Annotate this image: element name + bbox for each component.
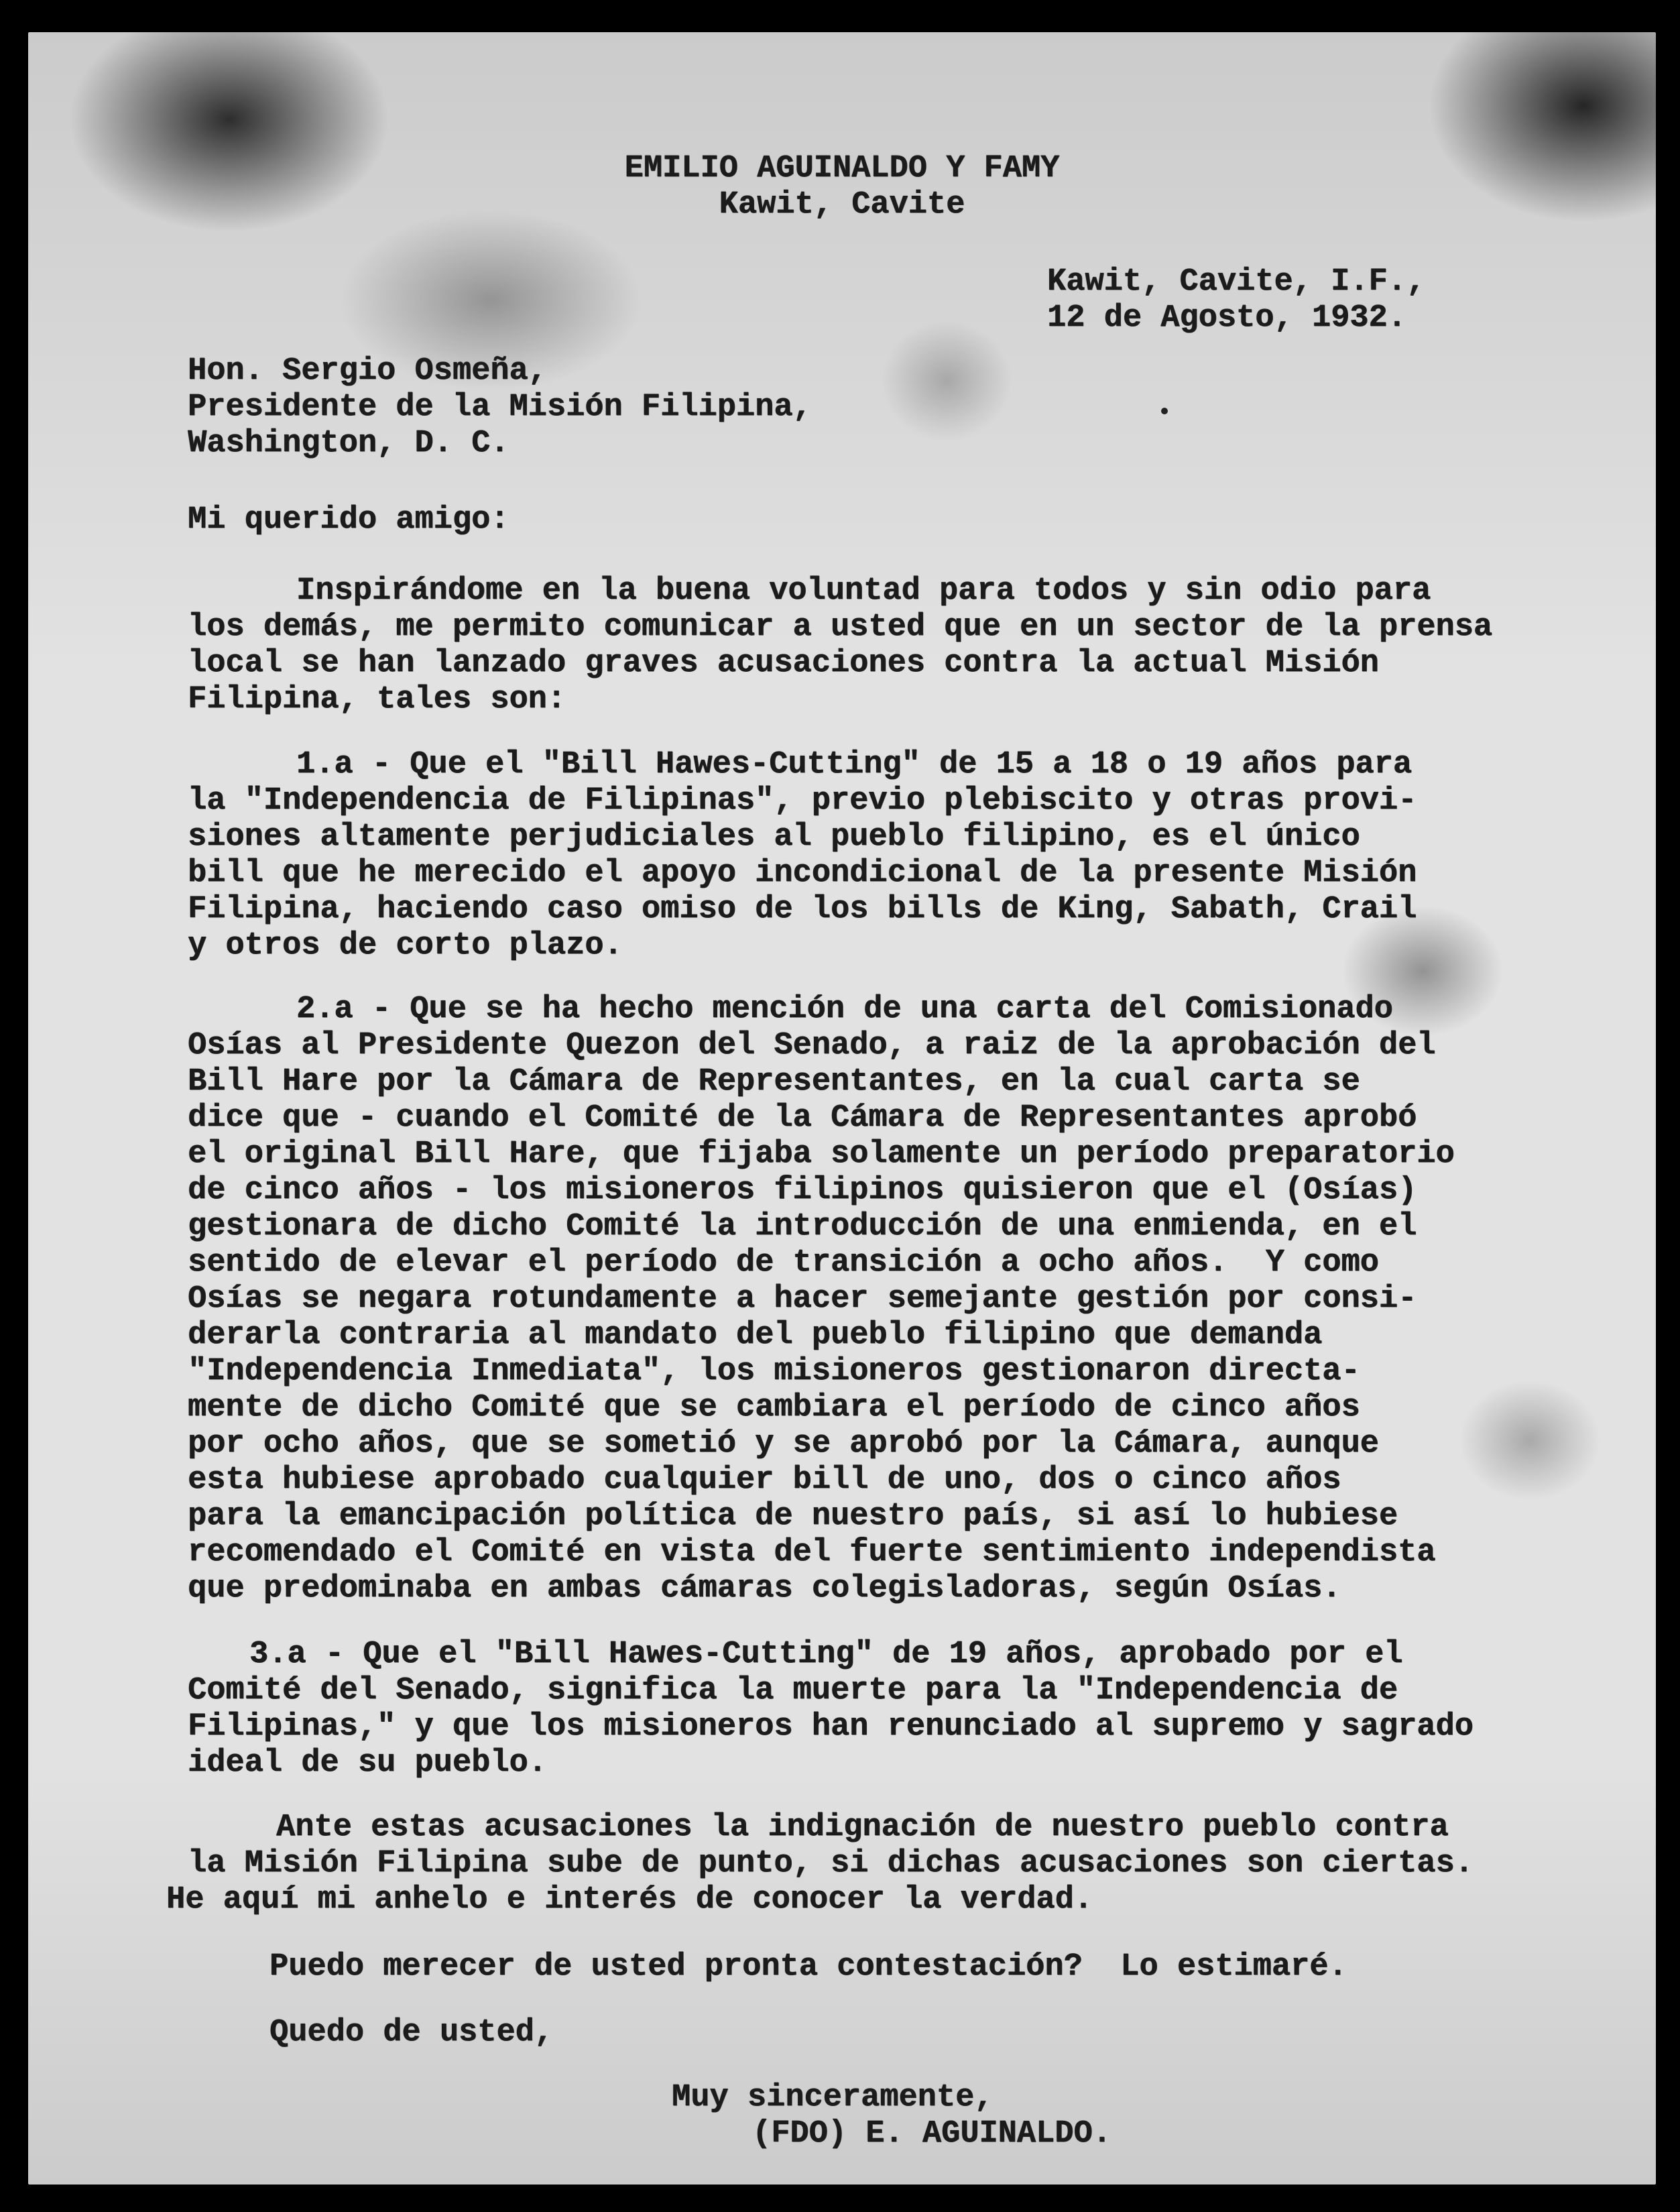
body-line: el original Bill Hare, que fijaba solamente un período preparatorio xyxy=(188,1137,1455,1172)
body-line: que predominaba en ambas cámaras colegisladoras, según Osías. xyxy=(188,1571,1341,1607)
ink-speck xyxy=(1161,408,1168,414)
dateline-place: Kawit, Cavite, I.F., xyxy=(1047,264,1426,300)
body-line: Comité del Senado, significa la muerte para la "Independencia de xyxy=(188,1673,1398,1708)
body-line: Filipina, tales son: xyxy=(188,682,566,717)
body-line: mente de dicho Comité que se cambiara el período de cinco años xyxy=(188,1390,1360,1425)
body-line: sentido de elevar el período de transición a ocho años. Y como xyxy=(188,1245,1379,1281)
body-line: dice que - cuando el Comité de la Cámara de Representantes aprobó xyxy=(188,1100,1417,1136)
body-line: los demás, me permito comunicar a usted que en un sector de la prensa xyxy=(188,609,1493,645)
body-line: derarla contraria al mandato del pueblo filipino que demanda xyxy=(188,1318,1323,1353)
body-line: bill que he merecido el apoyo incondicional de la presente Misión xyxy=(188,856,1417,891)
body-line: He aquí mi anhelo e interés de conocer la verdad. xyxy=(166,1882,1093,1918)
body-line: y otros de corto plazo. xyxy=(188,928,623,964)
body-line: Osías al Presidente Quezon del Senado, a raiz de la aprobación del xyxy=(188,1028,1436,1063)
body-line: Inspirándome en la buena voluntad para todos y sin odio para xyxy=(296,573,1431,609)
addressee-line: Hon. Sergio Osmeña, xyxy=(188,353,547,389)
body-line: esta hubiese aprobado cualquier bill de uno, dos o cinco años xyxy=(188,1462,1341,1498)
body-line: Puedo merecer de usted pronta contestación? Lo estimaré. xyxy=(269,1949,1347,1985)
body-line: por ocho años, que se sometió y se aprobó por la Cámara, aunque xyxy=(188,1426,1379,1462)
body-line: Filipinas," y que los misioneros han renunciado al supremo y sagrado xyxy=(188,1709,1474,1745)
body-line: Ante estas acusaciones la indignación de nuestro pueblo contra xyxy=(276,1810,1449,1845)
body-line: "Independencia Inmediata", los misioneros gestionaron directa- xyxy=(188,1354,1360,1389)
body-line: gestionara de dicho Comité la introducción de una enmienda, en el xyxy=(188,1209,1417,1244)
dateline-date: 12 de Agosto, 1932. xyxy=(1047,300,1406,336)
salutation: Mi querido amigo: xyxy=(188,502,509,538)
signature: (FDO) E. AGUINALDO. xyxy=(752,2116,1112,2152)
letter-text xyxy=(28,32,1656,2185)
addressee-line: Presidente de la Misión Filipina, xyxy=(188,390,812,425)
addressee-line: Washington, D. C. xyxy=(188,426,509,461)
body-line: Osías se negara rotundamente a hacer semejante gestión por consi- xyxy=(188,1281,1417,1317)
body-line: de cinco años - los misioneros filipinos quisieron que el (Osías) xyxy=(188,1173,1417,1208)
body-line: 1.a - Que el "Bill Hawes-Cutting" de 15 a 18 o 19 años para xyxy=(296,747,1413,782)
closing: Muy sinceramente, xyxy=(672,2080,994,2115)
body-line: Quedo de usted, xyxy=(269,2015,554,2050)
body-line: siones altamente perjudiciales al pueblo filipino, es el único xyxy=(188,819,1360,855)
body-line: la "Independencia de Filipinas", previo plebiscito y otras provi- xyxy=(188,783,1417,819)
letter-page xyxy=(28,32,1656,2185)
body-line: la Misión Filipina sube de punto, si dichas acusaciones son ciertas. xyxy=(188,1846,1474,1881)
body-line: 2.a - Que se ha hecho mención de una carta del Comisionado xyxy=(296,992,1393,1027)
body-line: recomendado el Comité en vista del fuerte sentimiento independista xyxy=(188,1535,1436,1570)
letterhead-location: Kawit, Cavite xyxy=(719,187,965,223)
body-line: local se han lanzado graves acusaciones contra la actual Misión xyxy=(188,646,1379,681)
body-line: Bill Hare por la Cámara de Representantes, en la cual carta se xyxy=(188,1064,1360,1100)
body-line: 3.a - Que el "Bill Hawes-Cutting" de 19 años, aprobado por el xyxy=(249,1637,1403,1672)
body-line: Filipina, haciendo caso omiso de los bills de King, Sabath, Crail xyxy=(188,892,1417,927)
letterhead-name: EMILIO AGUINALDO Y FAMY xyxy=(624,151,1060,186)
body-line: ideal de su pueblo. xyxy=(188,1745,547,1781)
body-line: para la emancipación política de nuestro país, si así lo hubiese xyxy=(188,1499,1398,1534)
